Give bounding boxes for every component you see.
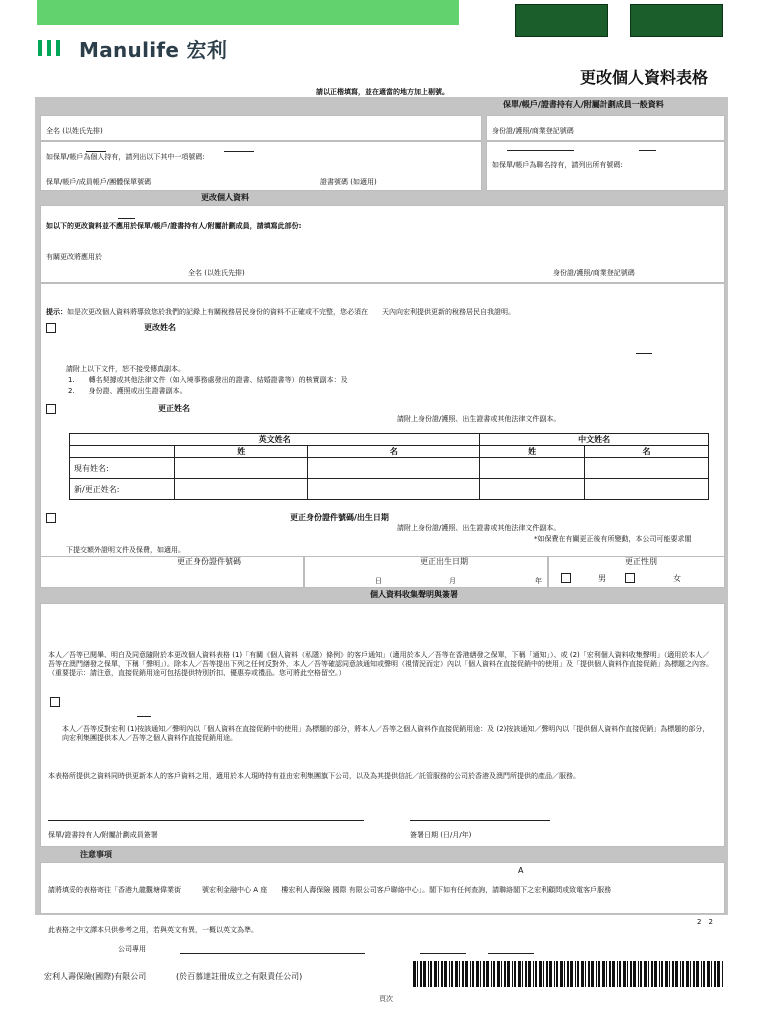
- applies-text: 如以下的更改資料並不應用於保單/帳戶/證書持有人/附屬計劃成員，請填寫此部份:: [46, 222, 302, 230]
- new-eng-surname-field[interactable]: [174, 479, 308, 500]
- signature-label: 保單/證書持有人/附屬計劃成員簽署: [48, 831, 158, 839]
- change-name-item1: 1. 轉名契據或其他法律文件（如入境事務處發出的證書、結婚證書等）的核實副本：及: [68, 376, 348, 384]
- signature-line[interactable]: [48, 820, 364, 821]
- notes-text: 請將填妥的表格寄往「香港九龍觀塘偉業街 號宏利金融中心 A 座 樓宏利人壽保險 國際 有限公司客戶聯絡中心」。閣下如有任何查詢，請聯絡閣下之宏利顧問或致電客戶服務: [48, 886, 612, 894]
- date-line[interactable]: [410, 820, 550, 821]
- correct-name-attach: 請附上身份證/護照、出生證書或其他法律文件副本。: [397, 415, 561, 423]
- current-name-label: 現有姓名:: [70, 458, 175, 479]
- dob-year: 年: [535, 577, 542, 585]
- declaration-para2: 本人／吾等反對宏利 (1)按該通知／聲明內以「個人資料在直接促銷中的使用」為標題的部分，將本人／吾等之個人資料作直接促銷用途：及 (2)按該通知／聲明內以「提供個人資料作直接促銷」為標題的部分，向宏利集團提供本人／吾等之個人資料作直接促銷用途。: [62, 725, 710, 742]
- tip: [46, 308, 718, 317]
- declaration-para1: 本人／吾等已閱畢、明白及同意隨附於本更改個人資料表格 (1)「有關《個人資料（私隱）條例》的客戶通知」（適用於本人／吾等在香港繕發之保單，下稱「通知」）、或 (2)「宏利個人資料收集聲明」（適用於本人／吾等在澳門繕發之保單，下稱「聲明」）。除本人／吾等提出下列之任何反對外，本人／吾等確認同意該通知或聲明（視情況而定）內以「個人資料在直接促銷中的使用」及「提供個人資料作直接促銷」為標題之內容。（重要提示：請注意，直接促銷用途可包括提供特別折扣、優惠券或禮品。您可將此空格留空。）: [48, 651, 713, 677]
- section4-title: 注意事項: [80, 850, 112, 859]
- fill-instruction: 請以正楷填寫，並在適當的地方加上剔號。: [316, 88, 449, 96]
- form-title: 更改個人資料表格: [580, 68, 709, 87]
- tip-text: 如是次更改個人資料將導致您於我們的記錄上有關稅務居民身份的資料不正確或不完整，您必須在 天內向宏利提供更新的稅務居民自我證明。: [67, 308, 515, 316]
- company-use-line: [488, 953, 534, 954]
- change-name-checkbox[interactable]: [46, 323, 56, 333]
- chi-given-header: 名: [585, 446, 709, 458]
- green-box-right: [630, 4, 723, 37]
- eng-name-header: 英文姓名: [70, 434, 480, 446]
- premium-note-2: 下提交額外證明文件及保費，如適用。: [66, 546, 185, 554]
- correct-id-checkbox[interactable]: [46, 513, 56, 523]
- page-number: 2 2: [697, 918, 713, 926]
- cert-label: 證書號碼 (如適用): [320, 178, 377, 186]
- joint-text: 如保單/帳戶為聯名持有，請列出所有號碼:: [492, 161, 623, 169]
- new-eng-given-field[interactable]: [308, 479, 480, 500]
- chi-name-header: 中文姓名: [480, 434, 709, 446]
- barcode: [413, 961, 725, 987]
- manulife-logo-icon: [37, 38, 63, 58]
- correct-id-title: 更正身份證件號碼/出生日期: [290, 513, 389, 522]
- section2-title: 更改個人資料: [201, 193, 249, 202]
- mark-line: [507, 150, 574, 151]
- female-label: 女: [673, 574, 681, 583]
- declaration-para3: 本表格所提供之資料同時供更新本人的客戶資料之用，適用於本人現時持有並由宏利集團旗下公司，以及為其提供信託／託管服務的公司於香港及澳門所提供的產品／服務。: [48, 772, 580, 780]
- correct-name-title: 更正姓名: [158, 404, 190, 413]
- correct-id-attach: 請附上身份證/護照、出生證書或其他法律文件副本。: [397, 524, 561, 532]
- company-use-line: [420, 953, 466, 954]
- mark-line: [224, 151, 254, 152]
- female-checkbox[interactable]: [625, 573, 635, 583]
- disclaimer: 此表格之中文譯本只供參考之用，若與英文有異，一概以英文為準。: [48, 926, 258, 934]
- company-name: 宏利人壽保險(國際)有限公司: [44, 972, 147, 981]
- mark-line: [118, 218, 135, 219]
- notes-letter: A: [518, 866, 524, 875]
- current-eng-given-field[interactable]: [308, 458, 480, 479]
- company-use-label: 公司專用: [118, 945, 146, 953]
- section1-title: 保單/帳戶/證書持有人/附屬計劃成員一般資料: [503, 100, 664, 109]
- new-chi-surname-field[interactable]: [480, 479, 585, 500]
- applies-id-label: 身份證/護照/商業登記號碼: [553, 269, 635, 277]
- current-chi-surname-field[interactable]: [480, 458, 585, 479]
- new-name-label: 新/更正姓名:: [70, 479, 175, 500]
- name-box[interactable]: [40, 115, 482, 141]
- premium-note: *如保費在有關更正後有所變動，本公司可能要求閣: [534, 535, 692, 543]
- change-name-attach: 請附上以下文件，恕不接受傳真副本。: [66, 365, 185, 373]
- company-note: (於百慕達註冊成立之有限責任公司): [176, 972, 303, 981]
- gender-label: 更正性別: [625, 557, 657, 566]
- dob-day: 日: [375, 577, 382, 585]
- change-name-title: 更改姓名: [144, 323, 176, 332]
- new-chi-given-field[interactable]: [585, 479, 709, 500]
- date-label: 簽署日期 (日/月/年): [410, 831, 472, 839]
- current-eng-surname-field[interactable]: [174, 458, 308, 479]
- mark-line: [636, 353, 652, 354]
- policy-label: 保單/帳戶/成員帳戶/團體保單號碼: [46, 178, 152, 186]
- eng-given-header: 名: [308, 446, 480, 458]
- mark-line: [137, 716, 151, 717]
- name-table: [69, 433, 709, 500]
- correct-id-field[interactable]: [40, 556, 304, 588]
- applies-name-label: 全名 (以姓氏先排): [188, 269, 245, 277]
- dob-label: 更正出生日期: [420, 557, 468, 566]
- brand-name: Manulife 宏利: [79, 37, 228, 62]
- change-name-item2: 2. 身份證、護照或出生證書副本。: [68, 387, 187, 395]
- company-use-line: [180, 953, 365, 954]
- dob-month: 月: [449, 577, 456, 585]
- chi-surname-header: 姓: [480, 446, 585, 458]
- correct-id-label: 更正身份證件號碼: [177, 557, 241, 566]
- footer-bottom: 頁次: [379, 995, 393, 1003]
- current-chi-given-field[interactable]: [585, 458, 709, 479]
- male-label: 男: [598, 574, 606, 583]
- green-box-left: [515, 4, 608, 37]
- eng-surname-header: 姓: [174, 446, 308, 458]
- manulife-logo: [37, 37, 228, 62]
- name-label: 全名 (以姓氏先排): [46, 127, 103, 135]
- male-checkbox[interactable]: [561, 573, 571, 583]
- applies-to-label: 有關更改將應用於: [46, 253, 102, 261]
- id-label: 身份證/護照/商業登記號碼: [492, 127, 574, 135]
- top-green-bar: [37, 0, 459, 25]
- individual-text: 如保單/帳戶為個人持有，請列出以下其中一項號碼:: [46, 153, 205, 161]
- mark-line: [639, 150, 656, 151]
- tip-label: 提示：: [46, 308, 67, 316]
- object-checkbox[interactable]: [50, 697, 60, 707]
- mark-line: [86, 151, 106, 152]
- correct-name-checkbox[interactable]: [46, 404, 56, 414]
- section3-title: 個人資料收集聲明與簽署: [370, 590, 458, 599]
